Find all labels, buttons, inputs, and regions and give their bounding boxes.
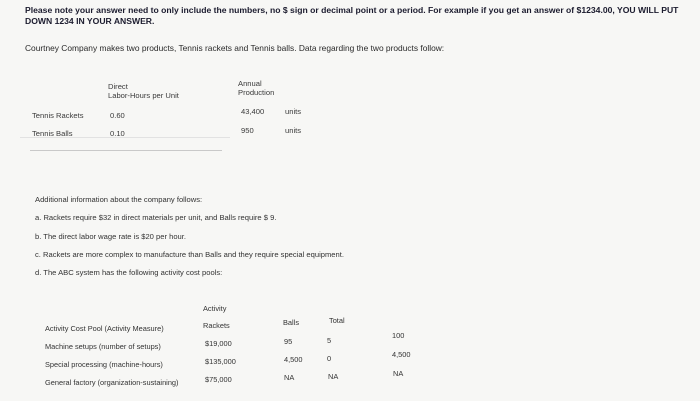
info-item-a: a. Rackets require $32 in direct materials per unit, and Balls require $ 9. — [35, 213, 277, 222]
activity-row-pool: Machine setups (number of setups) — [45, 342, 161, 351]
activity-row-pool: Special processing (machine-hours) — [45, 360, 163, 369]
row-product-name: Tennis Rackets — [32, 111, 84, 120]
activity-row-cost: $75,000 — [205, 375, 232, 384]
row-production-value: 950 — [241, 126, 254, 135]
additional-heading: Additional information about the company follows: — [35, 195, 203, 204]
row-dlh-value: 0.10 — [110, 129, 125, 138]
notice-line-1: Please note your answer need to only include the numbers, no $ sign or decimal point or a period. For example if you get an answer of $1234.00, YOU WILL PUT — [25, 5, 679, 15]
row-production-value: 43,400 — [241, 107, 265, 116]
row-unit-label: units — [285, 107, 302, 116]
activity-row-total: 0 — [327, 354, 332, 363]
activity-row-total: 5 — [327, 336, 332, 345]
header-production-line1: Annual — [238, 79, 262, 88]
activity-row-balls: 95 — [284, 337, 293, 346]
activity-row-extra: 4,500 — [392, 350, 411, 359]
activity-row-balls: 4,500 — [284, 355, 303, 364]
row-divider — [20, 137, 230, 138]
info-item-d: d. The ABC system has the following activity cost pools: — [35, 268, 223, 277]
header-balls: Balls — [283, 318, 300, 327]
activity-row-total: NA — [328, 372, 339, 381]
header-total: Total — [329, 316, 345, 325]
header-pool: Activity Cost Pool (Activity Measure) — [45, 324, 164, 333]
info-item-b: b. The direct labor wage rate is $20 per hour. — [35, 232, 186, 241]
header-dlh-line2: Labor-Hours per Unit — [108, 91, 179, 100]
problem-intro: Courtney Company makes two products, Tennis rackets and Tennis balls. Data regarding the two products follow: — [25, 43, 445, 53]
activity-row-pool: General factory (organization-sustaining) — [45, 378, 179, 387]
header-dlh-line1: Direct — [108, 82, 128, 91]
activity-row-cost: $135,000 — [205, 357, 236, 366]
activity-row-extra: 100 — [392, 331, 405, 340]
activity-row-balls: NA — [284, 373, 295, 382]
row-unit-label: units — [285, 126, 302, 135]
header-activity: Activity — [203, 304, 227, 313]
row-dlh-value: 0.60 — [110, 111, 125, 120]
activity-row-extra: NA — [393, 369, 404, 378]
activity-row-cost: $19,000 — [205, 339, 232, 348]
header-production-line2: Production — [238, 88, 275, 97]
answer-format-notice — [25, 5, 678, 27]
row-product-name: Tennis Balls — [32, 129, 73, 138]
notice-line-2: DOWN 1234 IN YOUR ANSWER. — [25, 16, 155, 26]
info-item-c: c. Rackets are more complex to manufacture than Balls and they require special equipment. — [35, 250, 344, 259]
table-underline — [30, 150, 222, 151]
header-rackets: Rackets — [203, 321, 230, 330]
